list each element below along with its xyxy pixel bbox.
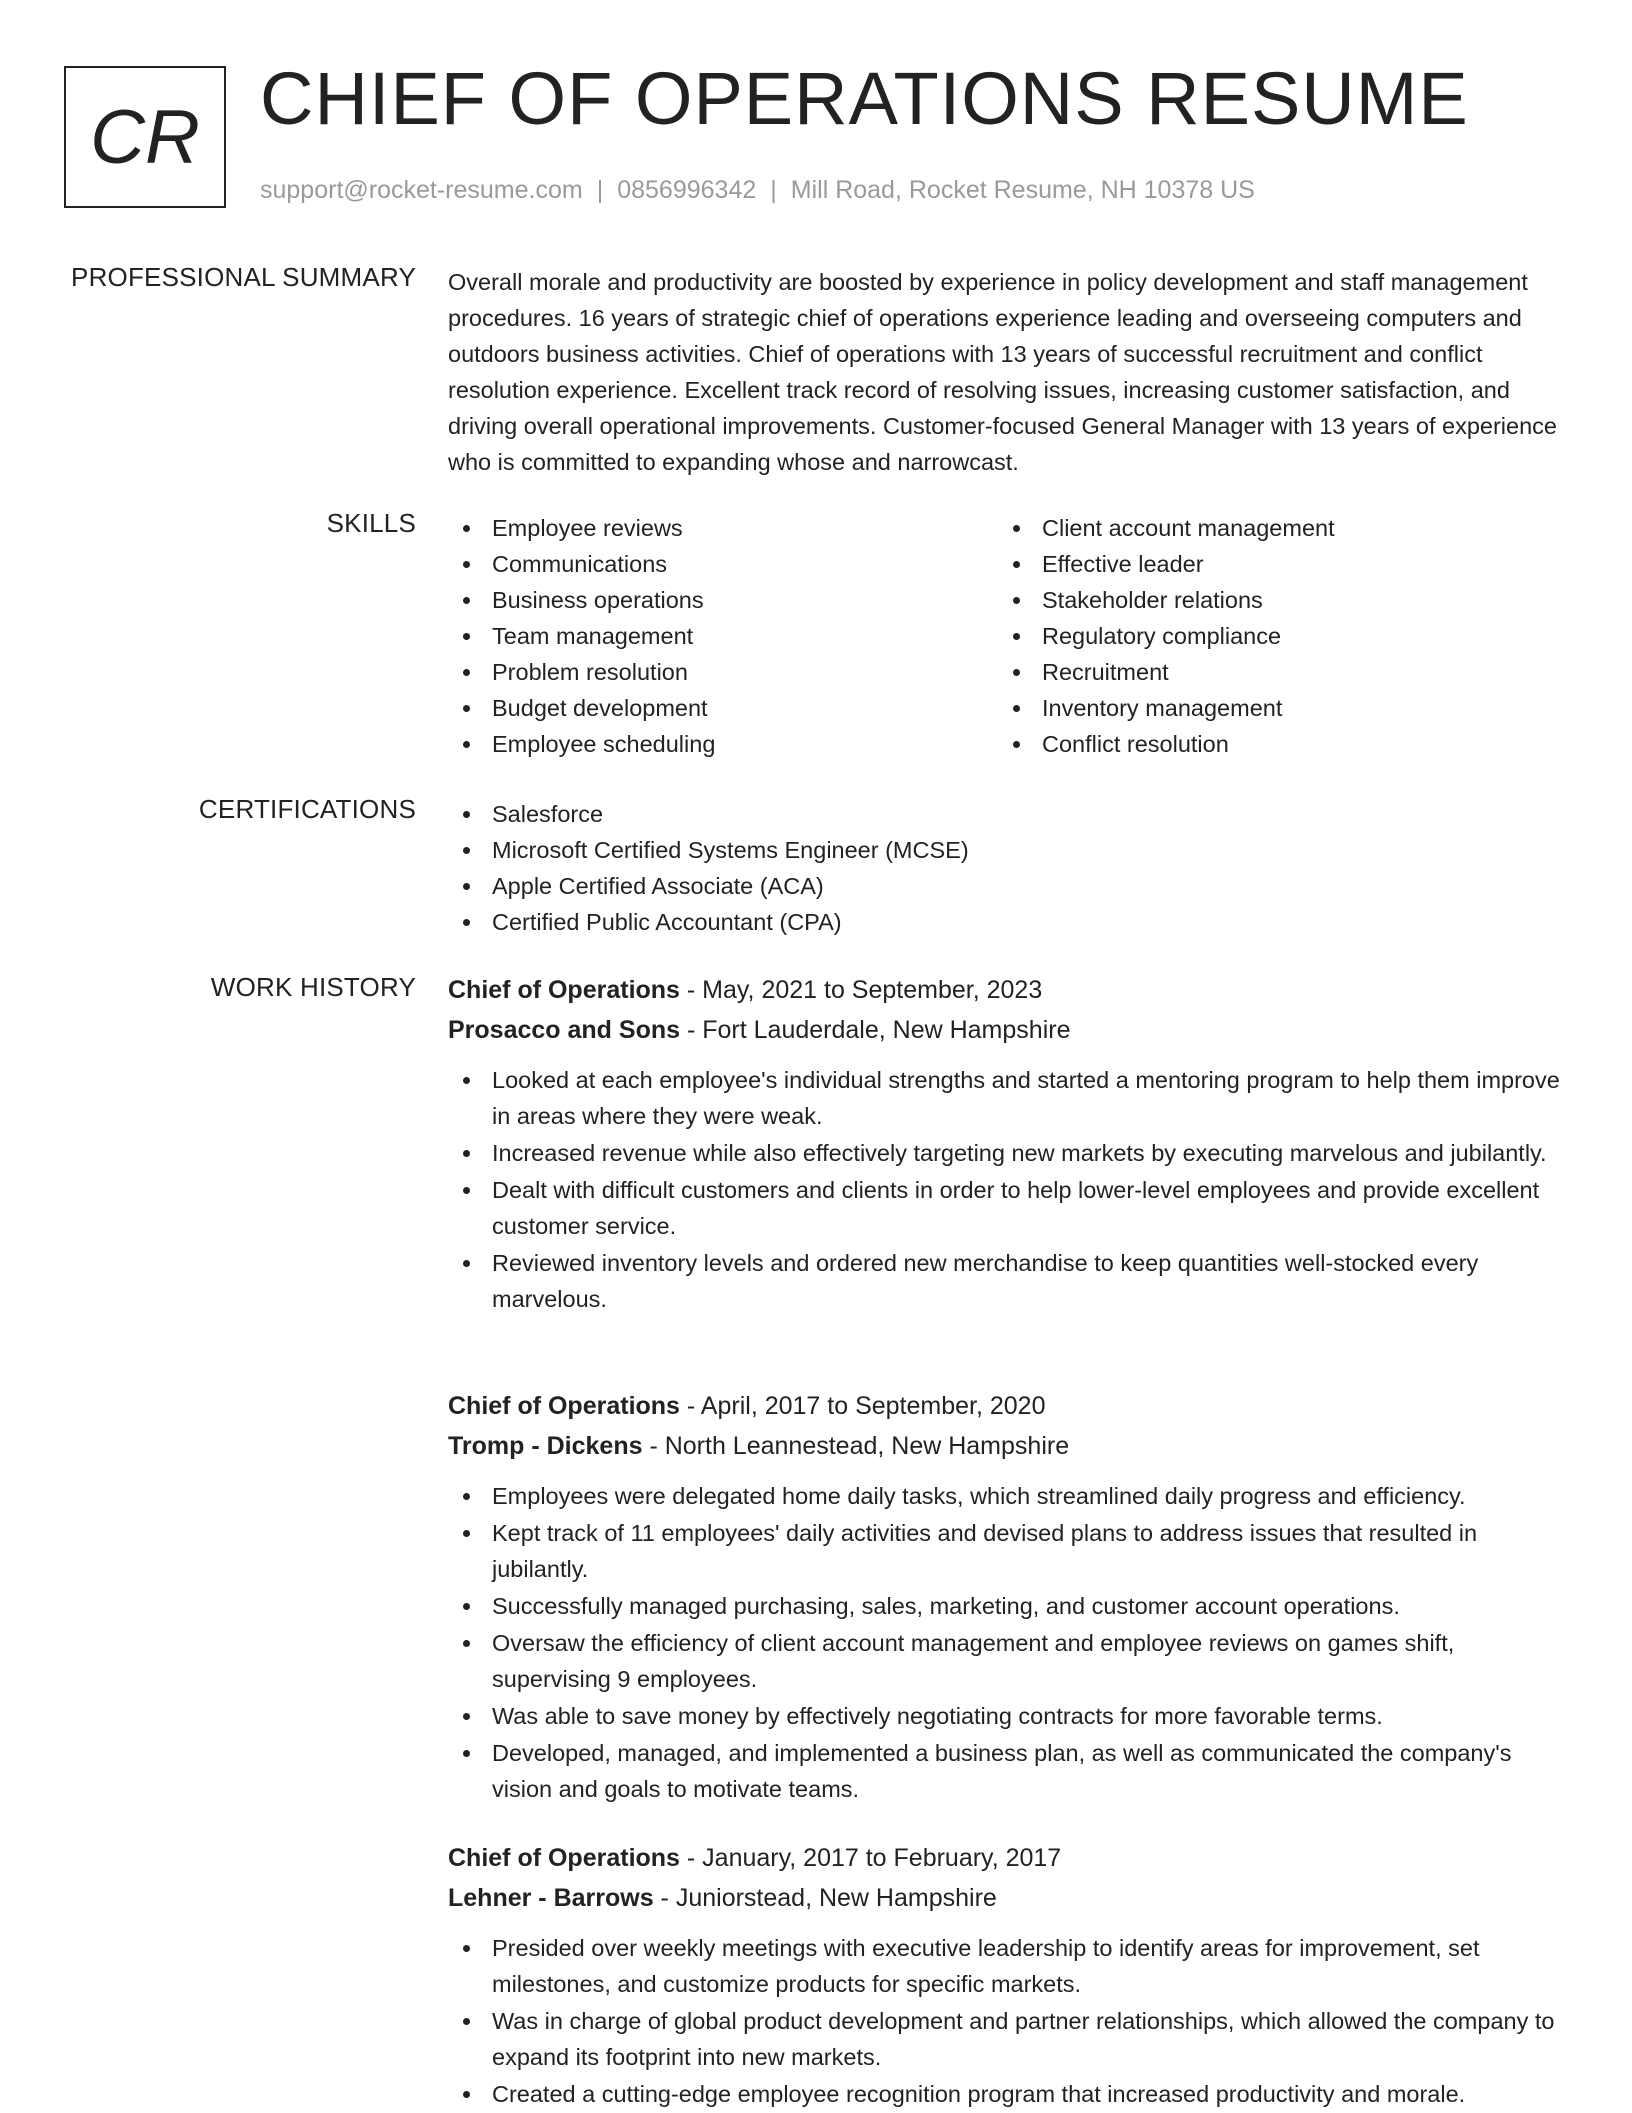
contact-address: Mill Road, Rocket Resume, NH 10378 US: [790, 176, 1255, 204]
skill-item: Recruitment: [998, 654, 1548, 690]
contact-line: [260, 176, 1255, 205]
job-entry: [448, 970, 1568, 1318]
job-bullet: Oversaw the efficiency of client account management and employee reviews on games shift, supervising 9 employees.: [448, 1625, 1568, 1697]
job-company: Prosacco and Sons: [448, 1016, 681, 1044]
job-company-line: [448, 1878, 1568, 1918]
certifications-list: [448, 796, 1568, 940]
skill-item: Client account management: [998, 510, 1548, 546]
job-entry: [448, 1386, 1568, 1808]
section-label-certifications: CERTIFICATIONS: [198, 794, 416, 824]
job-bullet: Presided over weekly meetings with executive leadership to identify areas for improvement, set milestones, and customize products for specific markets.: [448, 1930, 1568, 2002]
skill-item: Effective leader: [998, 546, 1548, 582]
skill-item: Business operations: [448, 582, 998, 618]
contact-phone[interactable]: 0856996342: [617, 176, 757, 204]
job-title: Chief of Operations: [448, 1844, 680, 1872]
job-entry: [448, 1838, 1568, 2113]
section-label-summary: PROFESSIONAL SUMMARY: [71, 262, 416, 292]
job-bullet: Successfully managed purchasing, sales, marketing, and customer account operations.: [448, 1588, 1568, 1624]
job-title-line: [448, 1386, 1568, 1426]
initials: CR: [90, 94, 200, 180]
job-bullet: Developed, managed, and implemented a business plan, as well as communicated the company's vision and goals to motivate teams.: [448, 1735, 1568, 1807]
skill-item: Stakeholder relations: [998, 582, 1548, 618]
job-dates: - January, 2017 to February, 2017: [679, 1844, 1062, 1872]
job-bullets: [448, 1930, 1568, 2112]
skill-item: Communications: [448, 546, 998, 582]
contact-email[interactable]: support@rocket-resume.com: [260, 176, 583, 204]
skill-item: Problem resolution: [448, 654, 998, 690]
job-bullets: [448, 1478, 1568, 1807]
job-bullets: [448, 1062, 1568, 1317]
skill-item: Conflict resolution: [998, 726, 1548, 762]
job-company-line: [448, 1010, 1568, 1050]
job-bullet: Was in charge of global product development and partner relationships, which allowed the company to expand its footprint into new markets.: [448, 2003, 1568, 2075]
skills-list-left: [448, 510, 998, 762]
job-title-line: [448, 970, 1568, 1010]
job-dates: - April, 2017 to September, 2020: [679, 1392, 1046, 1420]
job-bullet: Increased revenue while also effectively targeting new markets by executing marvelous and jubilantly.: [448, 1135, 1568, 1171]
job-location: - North Leannestead, New Hampshire: [642, 1432, 1070, 1460]
job-bullet: Employees were delegated home daily tasks, which streamlined daily progress and efficiency.: [448, 1478, 1568, 1514]
skill-item: Inventory management: [998, 690, 1548, 726]
job-company-line: [448, 1426, 1568, 1466]
section-label-work-history: WORK HISTORY: [210, 972, 416, 1002]
job-bullet: Was able to save money by effectively negotiating contracts for more favorable terms.: [448, 1698, 1568, 1734]
job-company: Lehner - Barrows: [448, 1884, 654, 1912]
job-title-line: [448, 1838, 1568, 1878]
contact-separator: |: [770, 176, 777, 204]
job-bullet: Kept track of 11 employees' daily activities and devised plans to address issues that resulted in jubilantly.: [448, 1515, 1568, 1587]
job-bullet: Dealt with difficult customers and clients in order to help lower-level employees and provide excellent customer service.: [448, 1172, 1568, 1244]
job-company: Tromp - Dickens: [448, 1432, 643, 1460]
certification-item: Apple Certified Associate (ACA): [448, 868, 1568, 904]
skills-list-right: [998, 510, 1548, 762]
skill-item: Team management: [448, 618, 998, 654]
summary-text: Overall morale and productivity are boosted by experience in policy development and staff management procedures. 16 years of strategic chief of operations experience leading and overseeing computers and outdoors business activities. Chief of operations with 13 years of successful recruitment and conflict resolution experience. Excellent track record of resolving issues, increasing customer satisfaction, and driving overall operational improvements. Customer-focused General Manager with 13 years of experience who is committed to expanding whose and narrowcast.: [448, 269, 1557, 475]
section-label-skills: SKILLS: [326, 508, 416, 538]
certification-item: Microsoft Certified Systems Engineer (MCSE): [448, 832, 1568, 868]
job-location: - Juniorstead, New Hampshire: [653, 1884, 997, 1912]
contact-separator: |: [596, 176, 604, 204]
job-bullet: Reviewed inventory levels and ordered new merchandise to keep quantities well-stocked every marvelous.: [448, 1245, 1568, 1317]
resume-title: CHIEF OF OPERATIONS RESUME: [260, 57, 1469, 140]
job-bullet: Looked at each employee's individual strengths and started a mentoring program to help them improve in areas where they were weak.: [448, 1062, 1568, 1134]
job-bullet: Created a cutting-edge employee recognition program that increased productivity and morale.: [448, 2076, 1568, 2112]
skill-item: Employee reviews: [448, 510, 998, 546]
skill-item: Employee scheduling: [448, 726, 998, 762]
certification-item: Certified Public Accountant (CPA): [448, 904, 1568, 940]
job-dates: - May, 2021 to September, 2023: [679, 976, 1043, 1004]
skill-item: Regulatory compliance: [998, 618, 1548, 654]
skill-item: Budget development: [448, 690, 998, 726]
certification-item: Salesforce: [448, 796, 1568, 832]
job-title: Chief of Operations: [448, 976, 680, 1004]
job-title: Chief of Operations: [448, 1392, 680, 1420]
monogram-logo: [64, 66, 226, 208]
job-location: - Fort Lauderdale, New Hampshire: [680, 1016, 1071, 1044]
